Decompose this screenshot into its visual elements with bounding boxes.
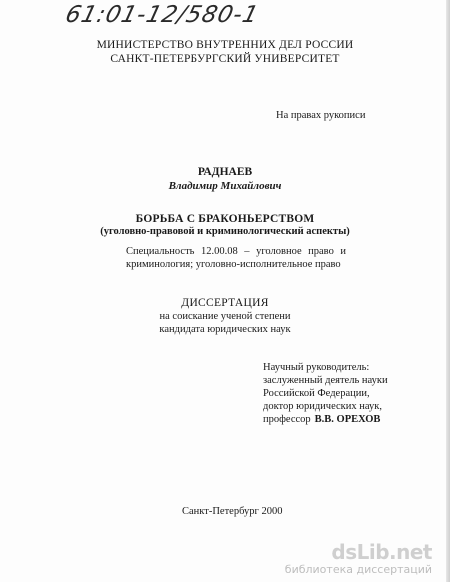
dissertation-title: БОРЬБА С БРАКОНЬЕРСТВОМ (135, 213, 315, 225)
degree-line: на соискание ученой степени (159, 311, 291, 322)
scan-edge (446, 0, 450, 582)
ministry-heading: МИНИСТЕРСТВО ВНУТРЕННИХ ДЕЛ РОССИИ (96, 39, 354, 51)
dissertation-subtitle: (уголовно-правовой и криминологический аспекты) (100, 226, 350, 237)
degree-line: кандидата юридических наук (159, 324, 291, 335)
specialty-block (126, 245, 346, 271)
specialty-line: криминология; уголовно-исполнительное право (126, 259, 341, 270)
city-year: Санкт-Петербург 2000 (182, 506, 283, 517)
supervisor-line: Российской Федерации, (263, 388, 370, 399)
watermark-logo: dsLib.net (331, 540, 432, 564)
dissertation-type: ДИССЕРТАЦИЯ (181, 297, 269, 309)
university-heading: САНКТ-ПЕТЕРБУРГСКИЙ УНИВЕРСИТЕТ (110, 53, 340, 65)
supervisor-title: профессор (263, 414, 311, 425)
supervisor-line (263, 413, 388, 426)
supervisor-line: Научный руководитель: (263, 362, 370, 373)
supervisor-line: заслуженный деятель науки (263, 375, 388, 386)
author-name: Владимир Михайлович (168, 180, 282, 192)
handwritten-archive-code: 61:01-12/580-1 (62, 2, 262, 28)
watermark (285, 540, 432, 576)
rights-note: На правах рукописи (276, 110, 366, 121)
watermark-tagline: библиотека диссертаций (284, 563, 432, 576)
author-surname: РАДНАЕВ (197, 166, 253, 178)
supervisor-line: доктор юридических наук, (263, 401, 382, 412)
supervisor-block (263, 361, 388, 426)
supervisor-name: В.В. ОРЕХОВ (314, 414, 381, 425)
specialty-line: Специальность 12.00.08 – уголовное право и (126, 246, 346, 257)
